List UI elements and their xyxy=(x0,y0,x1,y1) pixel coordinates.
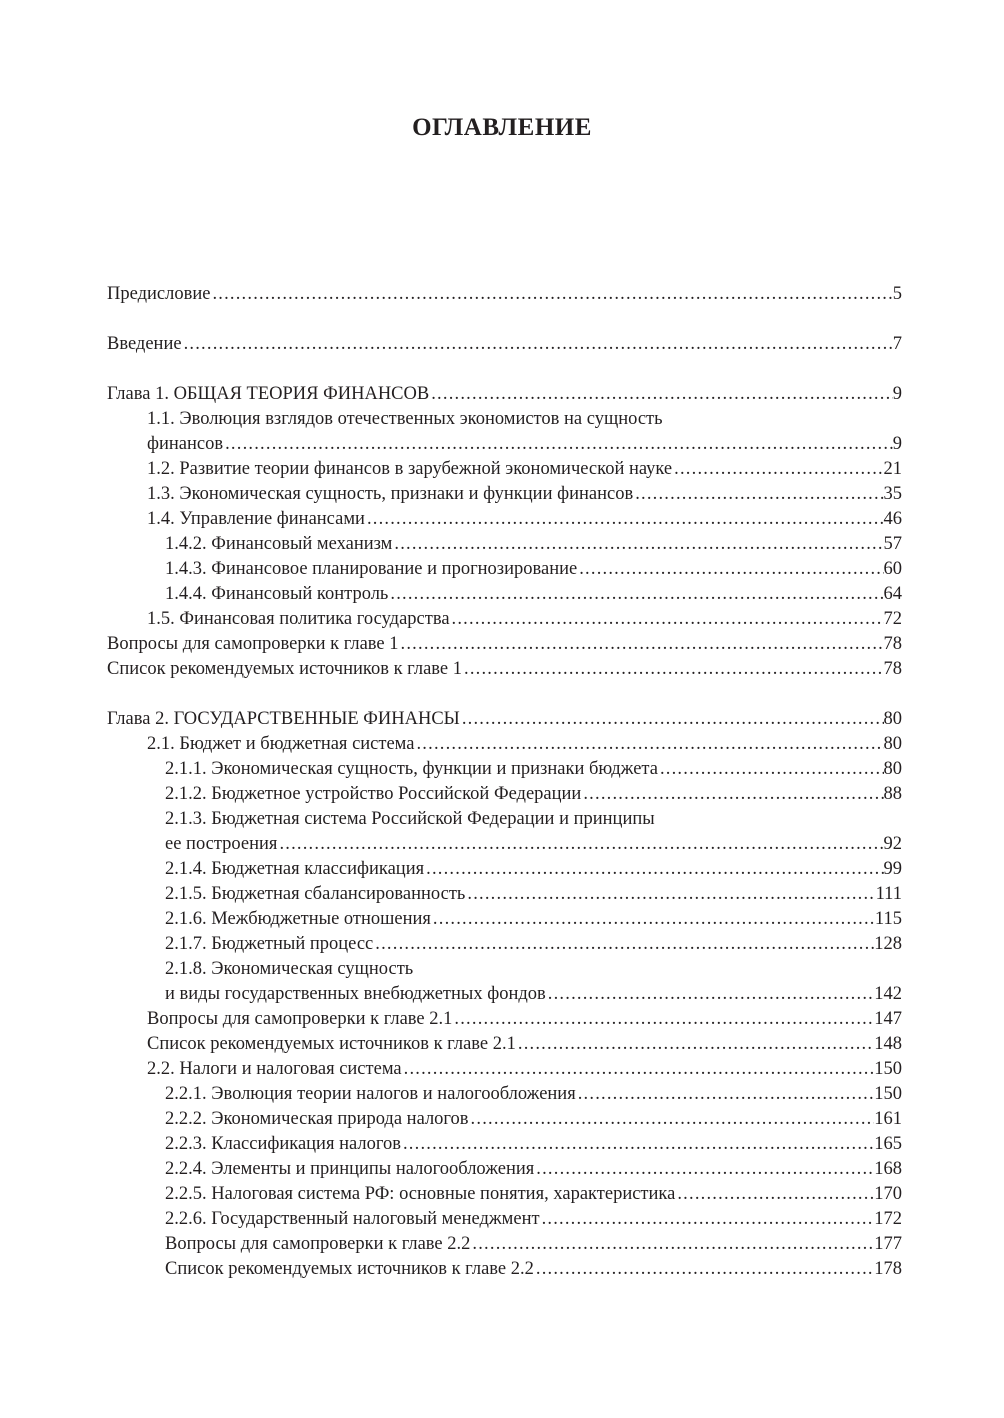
toc-entry-2-2-4[interactable] xyxy=(107,1157,902,1182)
toc-entry-1-4-2[interactable] xyxy=(107,532,902,557)
toc-leader-dots xyxy=(365,507,884,532)
toc-leader-dots xyxy=(465,882,875,907)
toc-entry-text: 2.2.2. Экономическая природа налогов xyxy=(165,1109,469,1129)
toc-leader-dots xyxy=(462,657,884,682)
toc-entry-text: 2.1.4. Бюджетная классификация xyxy=(165,859,425,879)
toc-entry-text: Введение xyxy=(107,334,182,354)
toc-entry-chapter-2[interactable] xyxy=(107,707,902,732)
toc-leader-dots xyxy=(633,482,883,507)
toc-leader-dots xyxy=(388,582,883,607)
toc-page-number: 161 xyxy=(874,1109,902,1129)
toc-page-number: 165 xyxy=(874,1134,902,1154)
toc-entry-text: Вопросы для самопроверки к главе 2.1 xyxy=(147,1009,453,1029)
toc-entry-2-1-4[interactable] xyxy=(107,857,902,882)
toc-page-number: 147 xyxy=(874,1009,902,1029)
toc-leader-dots xyxy=(392,532,883,557)
toc-entry-1-2[interactable] xyxy=(107,457,902,482)
toc-leader-dots xyxy=(401,1132,874,1157)
toc-page-number: 172 xyxy=(874,1209,902,1229)
toc-page-number: 35 xyxy=(883,484,902,504)
toc-entry-text: 2.2. Налоги и налоговая система xyxy=(147,1059,402,1079)
toc-entry-introduction[interactable] xyxy=(107,332,902,357)
toc-leader-dots xyxy=(429,382,893,407)
toc-leader-dots xyxy=(399,632,884,657)
toc-leader-dots xyxy=(431,907,875,932)
toc-page-number: 80 xyxy=(883,709,902,729)
toc-entry-chapter-1[interactable] xyxy=(107,382,902,407)
toc-entry-text: Список рекомендуемых источников к главе 1 xyxy=(107,659,462,679)
toc-leader-dots xyxy=(452,1007,874,1032)
toc-entry-2-1-2[interactable] xyxy=(107,782,902,807)
toc-leader-dots xyxy=(460,707,884,732)
toc-page-number: 115 xyxy=(874,909,902,929)
toc-entry-sources-2-1[interactable] xyxy=(107,1032,902,1057)
toc-entry-text: 1.4. Управление финансами xyxy=(147,509,365,529)
toc-leader-dots xyxy=(672,457,883,482)
toc-entry-text: ее построения xyxy=(165,834,278,854)
toc-leader-dots xyxy=(516,1032,874,1057)
toc-entry-text: финансов xyxy=(147,434,224,454)
toc-entry-text: 2.2.4. Элементы и принципы налогообложения xyxy=(165,1159,535,1179)
toc-page-number: 78 xyxy=(883,634,902,654)
toc-leader-dots xyxy=(450,607,884,632)
toc-entry-text: Глава 2. ГОСУДАРСТВЕННЫЕ ФИНАНСЫ xyxy=(107,709,460,729)
toc-page-number: 9 xyxy=(892,384,902,404)
toc-page-number: 46 xyxy=(883,509,902,529)
toc-entry-text: 2.1.1. Экономическая сущность, функции и признаки бюджета xyxy=(165,759,658,779)
toc-entry-2-1-3-line-2[interactable] xyxy=(107,832,902,857)
toc-leader-dots xyxy=(373,932,874,957)
toc-leader-dots xyxy=(675,1182,874,1207)
toc-entry-questions-2-1[interactable] xyxy=(107,1007,902,1032)
toc-entry-text: Предисловие xyxy=(107,284,211,304)
toc-entry-2-1-1[interactable] xyxy=(107,757,902,782)
toc-entry-1-3[interactable] xyxy=(107,482,902,507)
toc-entry-text: 1.3. Экономическая сущность, признаки и функции финансов xyxy=(147,484,634,504)
toc-page-number: 9 xyxy=(892,434,902,454)
toc-page-number: 170 xyxy=(874,1184,902,1204)
page-title: ОГЛАВЛЕНИЕ xyxy=(412,114,592,141)
toc-entry-text: Глава 1. ОБЩАЯ ТЕОРИЯ ФИНАНСОВ xyxy=(107,384,430,404)
toc-entry-text: 1.5. Финансовая политика государства xyxy=(147,609,450,629)
toc-entry-2-1-8-line-1[interactable] xyxy=(107,957,902,982)
toc-page-number: 5 xyxy=(892,284,902,304)
toc-leader-dots xyxy=(581,782,883,807)
toc-leader-dots xyxy=(534,1157,874,1182)
table-of-contents xyxy=(107,282,902,1282)
toc-leader-dots xyxy=(277,832,883,857)
toc-entry-text: 2.1.6. Межбюджетные отношения xyxy=(165,909,431,929)
toc-entry-1-4-4[interactable] xyxy=(107,582,902,607)
toc-page-number: 150 xyxy=(874,1084,902,1104)
toc-leader-dots xyxy=(534,1257,874,1282)
toc-entry-text: 2.1.5. Бюджетная сбалансированность xyxy=(165,884,466,904)
toc-entry-1-4-3[interactable] xyxy=(107,557,902,582)
toc-page-number: 142 xyxy=(874,984,902,1004)
toc-entry-2-1-6[interactable] xyxy=(107,907,902,932)
toc-entry-2-1-8-line-2[interactable] xyxy=(107,982,902,1007)
toc-entry-text: 2.1.7. Бюджетный процесс xyxy=(165,934,374,954)
toc-entry-2-2-5[interactable] xyxy=(107,1182,902,1207)
toc-page-number: 60 xyxy=(883,559,902,579)
toc-entry-text: Вопросы для самопроверки к главе 2.2 xyxy=(165,1234,471,1254)
toc-page-number: 150 xyxy=(874,1059,902,1079)
toc-leader-dots xyxy=(223,432,893,457)
toc-leader-dots xyxy=(414,732,883,757)
toc-entry-text: и виды государственных внебюджетных фондов xyxy=(165,984,546,1004)
toc-entry-text: 1.4.4. Финансовый контроль xyxy=(165,584,389,604)
toc-entry-text: 2.1.2. Бюджетное устройство Российской Федерации xyxy=(165,784,582,804)
toc-entry-1-1-line-1[interactable] xyxy=(107,407,902,432)
toc-entry-text: 2.1. Бюджет и бюджетная система xyxy=(147,734,415,754)
toc-entry-1-1-line-2[interactable] xyxy=(107,432,902,457)
toc-page-number: 168 xyxy=(874,1159,902,1179)
toc-entry-questions-2-2[interactable] xyxy=(107,1232,902,1257)
toc-page-number: 80 xyxy=(883,759,902,779)
toc-page-number: 57 xyxy=(883,534,902,554)
toc-page-number: 88 xyxy=(883,784,902,804)
toc-page-number: 7 xyxy=(892,334,902,354)
toc-entry-text: 1.2. Развитие теории финансов в зарубежной экономической науке xyxy=(147,459,673,479)
toc-leader-dots xyxy=(470,1232,874,1257)
toc-entry-text: 2.1.8. Экономическая сущность xyxy=(165,959,414,979)
toc-leader-dots xyxy=(540,1207,875,1232)
toc-entry-text: 2.1.3. Бюджетная система Российской Федерации и принципы xyxy=(165,809,655,829)
toc-leader-dots xyxy=(577,557,883,582)
toc-entry-text: 2.2.1. Эволюция теории налогов и налогообложения xyxy=(165,1084,576,1104)
toc-page-number: 92 xyxy=(883,834,902,854)
toc-entry-preface[interactable] xyxy=(107,282,902,307)
toc-entry-sources-1[interactable] xyxy=(107,657,902,682)
toc-entry-2-2-6[interactable] xyxy=(107,1207,902,1232)
toc-page-number: 177 xyxy=(874,1234,902,1254)
toc-leader-dots xyxy=(546,982,874,1007)
toc-entry-questions-1[interactable] xyxy=(107,632,902,657)
toc-entry-text: 2.2.6. Государственный налоговый менеджмент xyxy=(165,1209,540,1229)
toc-page-number: 80 xyxy=(883,734,902,754)
toc-entry-text: Вопросы для самопроверки к главе 1 xyxy=(107,634,399,654)
toc-entry-1-5[interactable] xyxy=(107,607,902,632)
toc-page-number: 178 xyxy=(874,1259,902,1279)
toc-entry-2-2-2[interactable] xyxy=(107,1107,902,1132)
toc-page-number: 64 xyxy=(883,584,902,604)
toc-leader-dots xyxy=(658,757,884,782)
toc-leader-dots xyxy=(576,1082,875,1107)
toc-page-number: 72 xyxy=(883,609,902,629)
toc-entry-text: 1.4.3. Финансовое планирование и прогнозирование xyxy=(165,559,578,579)
toc-page-number: 78 xyxy=(883,659,902,679)
toc-entry-text: 2.2.5. Налоговая система РФ: основные понятия, характеристика xyxy=(165,1184,676,1204)
toc-entry-2-1[interactable] xyxy=(107,732,902,757)
toc-page-number: 148 xyxy=(874,1034,902,1054)
toc-entry-2-1-5[interactable] xyxy=(107,882,902,907)
toc-entry-text: 1.1. Эволюция взглядов отечественных экономистов на сущность xyxy=(147,409,663,429)
toc-entry-2-2-3[interactable] xyxy=(107,1132,902,1157)
toc-entry-text: Список рекомендуемых источников к главе 2.1 xyxy=(147,1034,516,1054)
toc-entry-text: 1.4.2. Финансовый механизм xyxy=(165,534,393,554)
toc-page-number: 99 xyxy=(883,859,902,879)
toc-entry-text: 2.2.3. Классификация налогов xyxy=(165,1134,401,1154)
toc-entry-1-4[interactable] xyxy=(107,507,902,532)
toc-entry-2-2[interactable] xyxy=(107,1057,902,1082)
toc-entry-2-1-3-line-1[interactable] xyxy=(107,807,902,832)
toc-leader-dots xyxy=(424,857,883,882)
toc-entry-2-2-1[interactable] xyxy=(107,1082,902,1107)
toc-leader-dots xyxy=(210,282,892,307)
toc-leader-dots xyxy=(402,1057,875,1082)
toc-entry-2-1-7[interactable] xyxy=(107,932,902,957)
toc-leader-dots xyxy=(469,1107,875,1132)
toc-entry-sources-2-2[interactable] xyxy=(107,1257,902,1282)
toc-page-number: 128 xyxy=(874,934,902,954)
toc-entry-text: Список рекомендуемых источников к главе 2.2 xyxy=(165,1259,534,1279)
toc-leader-dots xyxy=(182,332,893,357)
toc-page-number: 21 xyxy=(883,459,902,479)
toc-page-number: 111 xyxy=(875,884,902,904)
